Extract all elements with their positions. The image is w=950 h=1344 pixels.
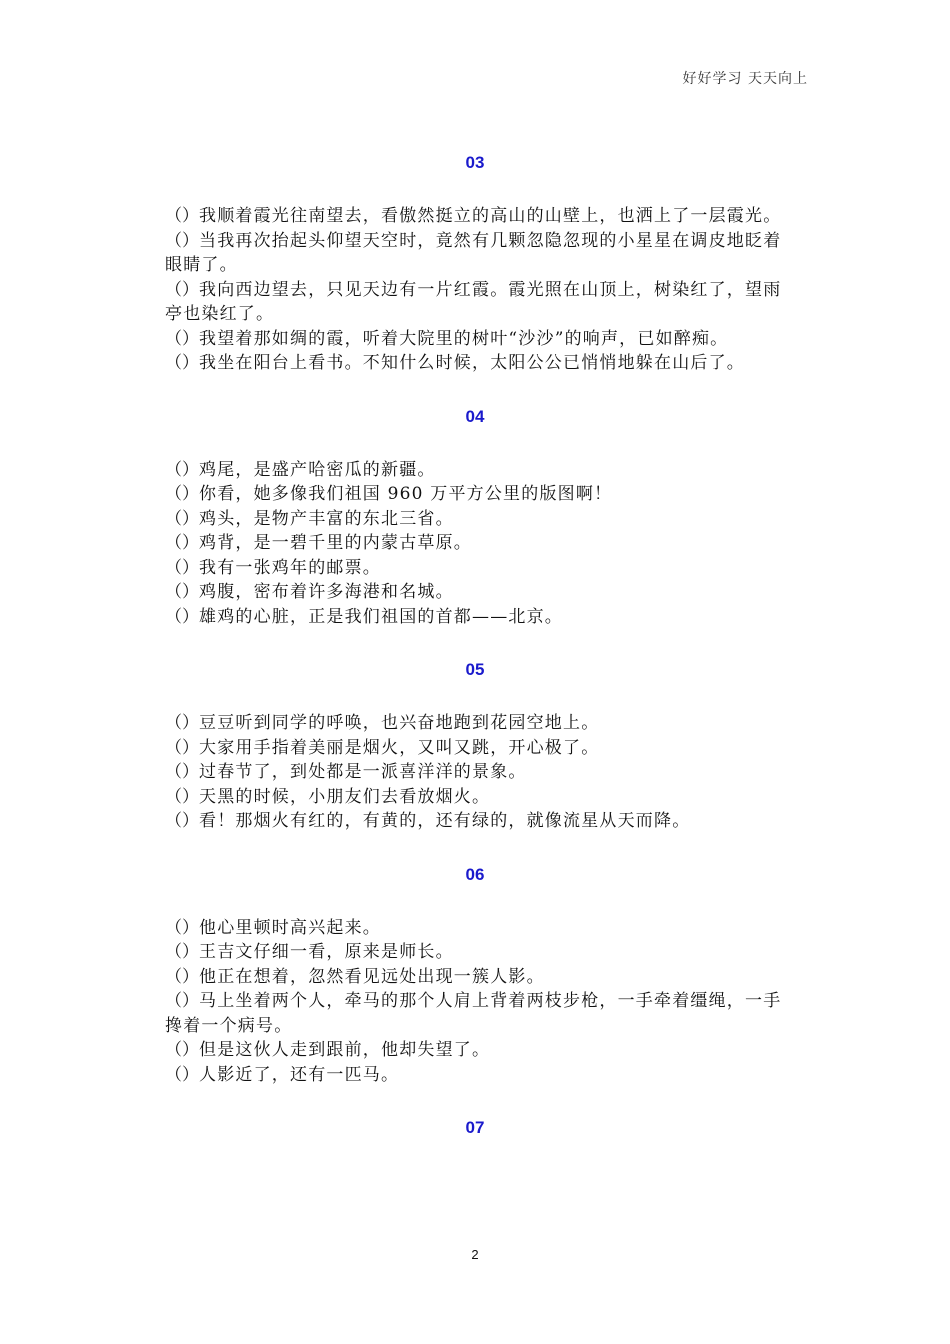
list-item xyxy=(165,482,785,507)
section-06 xyxy=(165,860,785,1088)
list-item xyxy=(165,809,785,834)
answer-bracket: （） xyxy=(165,279,199,300)
section-07 xyxy=(165,1113,785,1143)
list-item xyxy=(165,458,785,483)
list-item xyxy=(165,278,785,327)
answer-bracket: （） xyxy=(165,1064,199,1085)
sentence: 我望着那如绸的霞，听着大院里的树叶“沙沙”的响声，已如醉痴。 xyxy=(199,328,729,349)
sentence: 雄鸡的心脏，正是我们祖国的首都——北京。 xyxy=(199,606,563,627)
list-item xyxy=(165,785,785,810)
list-item xyxy=(165,1063,785,1088)
page-number: 2 xyxy=(471,1247,479,1262)
sentence: 看！那烟火有红的，有黄的，还有绿的，就像流星从天而降。 xyxy=(199,811,691,831)
list-item xyxy=(165,605,785,630)
answer-bracket: （） xyxy=(165,557,199,578)
sentence: 人影近了，还有一匹马。 xyxy=(199,1064,400,1085)
section-number: 06 xyxy=(465,864,485,884)
list-item xyxy=(165,204,785,229)
answer-bracket: （） xyxy=(165,230,199,251)
list-item xyxy=(165,916,785,941)
list-item xyxy=(165,531,785,556)
sentence: 我向西边望去，只见天边有一片红霞。霞光照在山顶上，树染红了，望雨亭也染红了。 xyxy=(165,279,782,324)
list-item xyxy=(165,580,785,605)
answer-bracket: （） xyxy=(165,713,199,733)
list-item xyxy=(165,760,785,785)
answer-bracket: （） xyxy=(165,606,199,627)
answer-bracket: （） xyxy=(165,582,199,602)
page-header: 好好学习 天天向上 xyxy=(682,71,808,87)
answer-bracket: （） xyxy=(165,533,199,553)
list-item xyxy=(165,1038,785,1063)
sentence: 过春节了，到处都是一派喜洋洋的景象。 xyxy=(199,762,527,782)
section-number: 04 xyxy=(465,406,485,426)
sentence: 鸡尾，是盛产哈密瓜的新疆。 xyxy=(199,459,436,480)
sentence: 他心里顿时高兴起来。 xyxy=(199,917,381,938)
sentence: 王吉文仔细一看，原来是师长。 xyxy=(199,942,454,962)
sentence: 豆豆听到同学的呼唤，也兴奋地跑到花园空地上。 xyxy=(199,713,600,733)
section-04 xyxy=(165,402,785,630)
section-05 xyxy=(165,655,785,834)
list-item xyxy=(165,736,785,761)
answer-bracket: （） xyxy=(165,966,199,987)
sentence: 我顺着霞光往南望去，看傲然挺立的高山的山壁上，也洒上了一层霞光。 xyxy=(199,206,782,226)
answer-bracket: （） xyxy=(165,353,199,373)
list-item xyxy=(165,940,785,965)
list-item xyxy=(165,711,785,736)
answer-bracket: （） xyxy=(165,917,199,938)
answer-bracket: （） xyxy=(165,484,199,504)
answer-bracket: （） xyxy=(165,1040,199,1060)
sentence: 马上坐着两个人，牵马的那个人肩上背着两枝步枪，一手牵着缰绳，一手搀着一个病号。 xyxy=(165,991,782,1036)
list-item xyxy=(165,351,785,376)
answer-bracket: （） xyxy=(165,459,199,480)
document-body xyxy=(165,148,785,1169)
answer-bracket: （） xyxy=(165,508,199,529)
section-number: 05 xyxy=(465,660,485,679)
answer-bracket: （） xyxy=(165,786,199,807)
list-item xyxy=(165,229,785,278)
sentence: 鸡头，是物产丰富的东北三省。 xyxy=(199,508,454,529)
section-number: 07 xyxy=(465,1118,485,1137)
sentence: 我坐在阳台上看书。不知什么时候，太阳公公已悄悄地躲在山后了。 xyxy=(199,353,745,373)
list-item xyxy=(165,507,785,532)
answer-bracket: （） xyxy=(165,811,199,831)
sentence: 当我再次抬起头仰望天空时，竟然有几颗忽隐忽现的小星星在调皮地眨着眼睛了。 xyxy=(165,230,782,275)
answer-bracket: （） xyxy=(165,991,199,1011)
list-item xyxy=(165,965,785,990)
answer-bracket: （） xyxy=(165,737,199,758)
answer-bracket: （） xyxy=(165,762,199,782)
sentence: 他正在想着，忽然看见远处出现一簇人影。 xyxy=(199,966,545,987)
sentence: 你看，她多像我们祖国 960 万平方公里的版图啊！ xyxy=(199,484,613,504)
section-number: 03 xyxy=(465,153,485,172)
sentence: 但是这伙人走到跟前，他却失望了。 xyxy=(199,1040,491,1060)
list-item xyxy=(165,989,785,1038)
list-item xyxy=(165,556,785,581)
answer-bracket: （） xyxy=(165,942,199,962)
list-item xyxy=(165,327,785,352)
answer-bracket: （） xyxy=(165,328,199,349)
sentence: 我有一张鸡年的邮票。 xyxy=(199,557,381,578)
sentence: 天黑的时候，小朋友们去看放烟火。 xyxy=(199,786,491,807)
sentence: 鸡背，是一碧千里的内蒙古草原。 xyxy=(199,533,472,553)
answer-bracket: （） xyxy=(165,206,199,226)
sentence: 大家用手指着美丽是烟火，又叫又跳，开心极了。 xyxy=(199,737,600,758)
section-03 xyxy=(165,148,785,376)
sentence: 鸡腹，密布着许多海港和名城。 xyxy=(199,582,454,602)
